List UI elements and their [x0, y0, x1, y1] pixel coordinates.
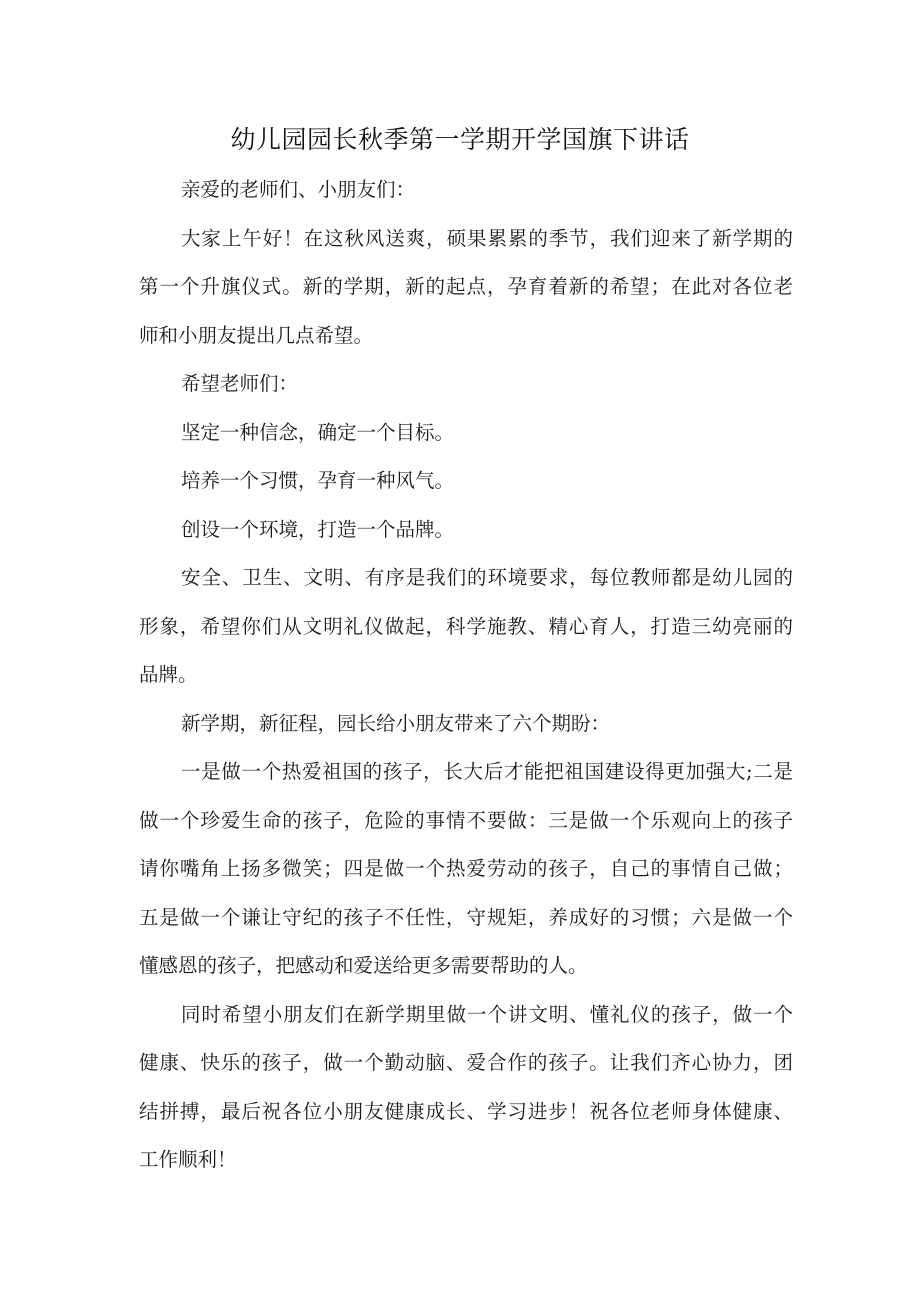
paragraph-line: 安全、卫生、文明、有序是我们的环境要求，每位教师都是幼儿园的	[181, 566, 793, 589]
paragraph-line: 坚定一种信念，确定一个目标。	[181, 420, 455, 444]
paragraph-line: 五是做一个谦让守纪的孩子不任性，守规矩，养成好的习惯；六是做一个	[139, 905, 793, 929]
paragraph-line: 形象，希望你们从文明礼仪做起，科学施教、精心育人，打造三幼亮丽的	[139, 614, 793, 638]
paragraph-line: 工作顺利！	[139, 1148, 237, 1171]
paragraph-line: 培养一个习惯，孕育一种风气。	[181, 469, 455, 492]
paragraph-line: 同时希望小朋友们在新学期里做一个讲文明、懂礼仪的孩子，做一个	[181, 1002, 793, 1026]
paragraph-line: 做一个珍爱生命的孩子，危险的事情不要做：三是做一个乐观向上的孩子	[139, 808, 793, 832]
paragraph-line: 大家上午好！在这秋风送爽，硕果累累的季节，我们迎来了新学期的	[181, 226, 793, 250]
paragraph-line: 品牌。	[139, 663, 198, 686]
paragraph-line: 师和小朋友提出几点希望。	[139, 323, 374, 347]
paragraph-line: 请你嘴角上扬多微笑；四是做一个热爱劳动的孩子，自己的事情自己做；	[139, 857, 793, 880]
document-title: 幼儿园园长秋季第一学期开学国旗下讲话	[230, 125, 690, 154]
paragraph-line: 希望老师们：	[181, 372, 299, 395]
paragraph-line: 一是做一个热爱祖国的孩子，长大后才能把祖国建设得更加强大;二是	[181, 760, 793, 783]
paragraph-line: 健康、快乐的孩子，做一个勤动脑、爱合作的孩子。让我们齐心协力，团	[139, 1051, 793, 1074]
paragraph-line: 懂感恩的孩子，把感动和爱送给更多需要帮助的人。	[139, 954, 588, 977]
paragraph-line: 新学期，新征程，园长给小朋友带来了六个期盼：	[181, 711, 611, 735]
document-body	[139, 166, 793, 1185]
paragraph-line: 第一个升旗仪式。新的学期，新的起点，孕育着新的希望；在此对各位老	[139, 275, 793, 298]
paragraph-line: 结拼搏，最后祝各位小朋友健康成长、学习进步！祝各位老师身体健康、	[139, 1099, 793, 1123]
salutation-line: 亲爱的老师们、小朋友们：	[181, 178, 416, 201]
paragraph-line: 创设一个环境，打造一个品牌。	[181, 517, 455, 541]
